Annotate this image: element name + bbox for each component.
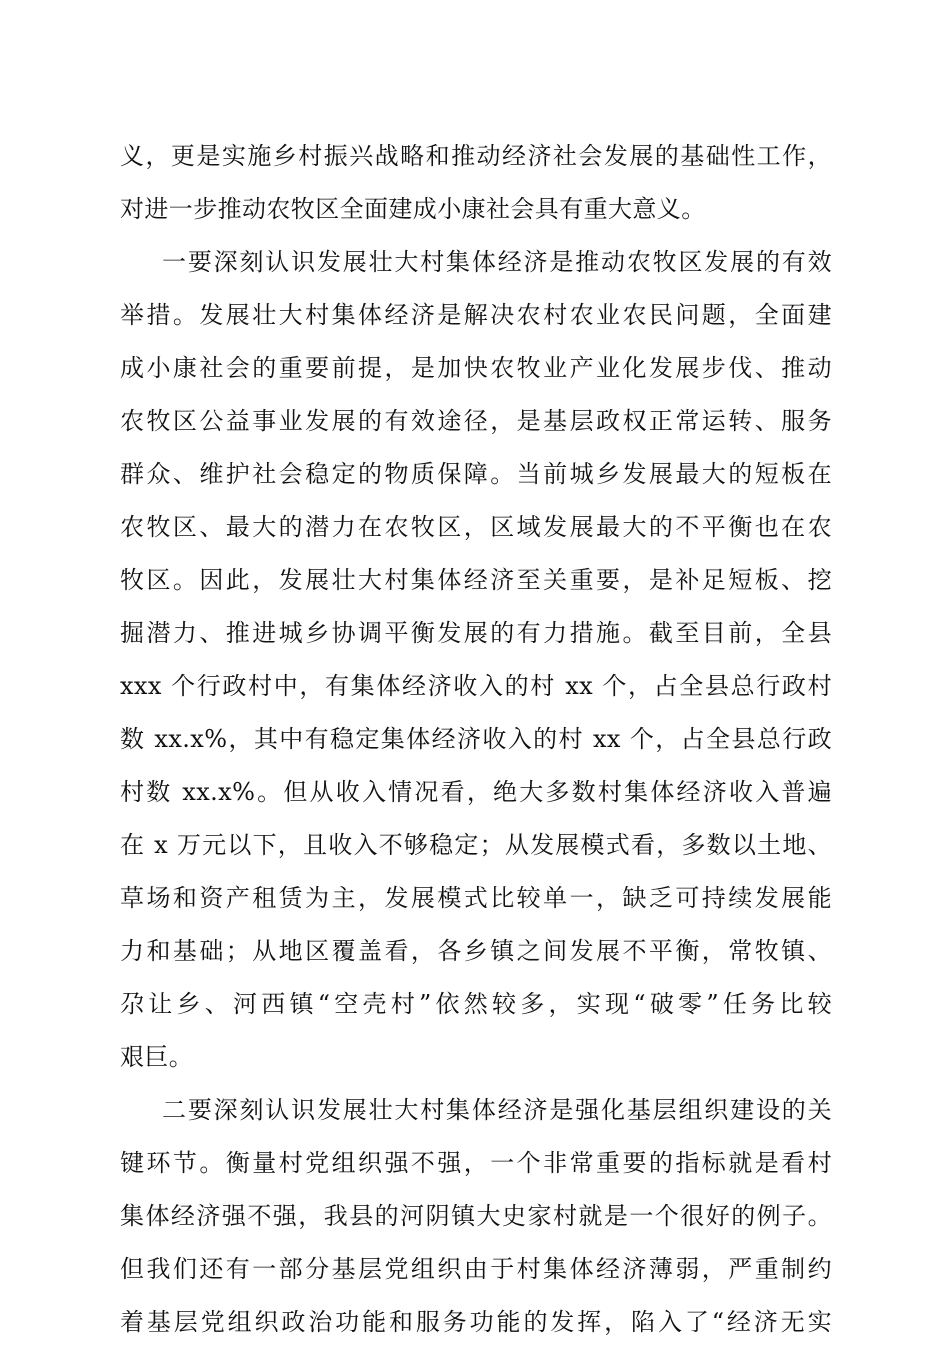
text-line: 集体经济强不强，我县的河阴镇大史家村就是一个很好的例子。 (120, 1202, 832, 1230)
paragraph-point-one (120, 236, 832, 1084)
paragraph-intro-continuation (120, 130, 832, 236)
text-line: 成小康社会的重要前提，是加快农牧业产业化发展步伐、推动 (120, 354, 832, 382)
text-line: 草场和资产租赁为主，发展模式比较单一，缺乏可持续发展能 (120, 884, 832, 912)
paragraph-point-two (120, 1084, 832, 1349)
text-line: 键环节。衡量村党组织强不强，一个非常重要的指标就是看村 (120, 1149, 832, 1177)
body-text (120, 130, 832, 1349)
text-line: 群众、维护社会稳定的物质保障。当前城乡发展最大的短板在 (120, 460, 832, 488)
text-line: 村数 xx.x%。但从收入情况看，绝大多数村集体经济收入普遍 (120, 778, 832, 806)
text-line: 尕让乡、河西镇“空壳村”依然较多，实现“破零”任务比较 (120, 990, 832, 1018)
text-line: 义，更是实施乡村振兴战略和推动经济社会发展的基础性工作， (120, 142, 832, 170)
text-line: 在 x 万元以下，且收入不够稳定；从发展模式看，多数以土地、 (120, 831, 832, 859)
text-line: 着基层党组织政治功能和服务功能的发挥，陷入了“经济无实 (120, 1308, 832, 1336)
text-line: 二要深刻认识发展壮大村集体经济是强化基层组织建设的关 (162, 1096, 832, 1124)
text-line: 掘潜力、推进城乡协调平衡发展的有力措施。截至目前，全县 (120, 619, 832, 647)
text-line: 力和基础；从地区覆盖看，各乡镇之间发展不平衡，常牧镇、 (120, 937, 832, 965)
text-line: 对进一步推动农牧区全面建成小康社会具有重大意义。 (120, 195, 706, 223)
text-line: 但我们还有一部分基层党组织由于村集体经济薄弱，严重制约 (120, 1255, 832, 1283)
text-line: 艰巨。 (120, 1043, 194, 1071)
text-line: 举措。发展壮大村集体经济是解决农村农业农民问题，全面建 (120, 301, 832, 329)
text-line: xxx 个行政村中，有集体经济收入的村 xx 个，占全县总行政村 (120, 672, 832, 700)
text-line: 一要深刻认识发展壮大村集体经济是推动农牧区发展的有效 (162, 248, 832, 276)
text-line: 牧区。因此，发展壮大村集体经济至关重要，是补足短板、挖 (120, 566, 832, 594)
text-line: 农牧区公益事业发展的有效途径，是基层政权正常运转、服务 (120, 407, 832, 435)
text-line: 农牧区、最大的潜力在农牧区，区域发展最大的不平衡也在农 (120, 513, 832, 541)
text-line: 数 xx.x%，其中有稳定集体经济收入的村 xx 个，占全县总行政 (120, 725, 832, 753)
